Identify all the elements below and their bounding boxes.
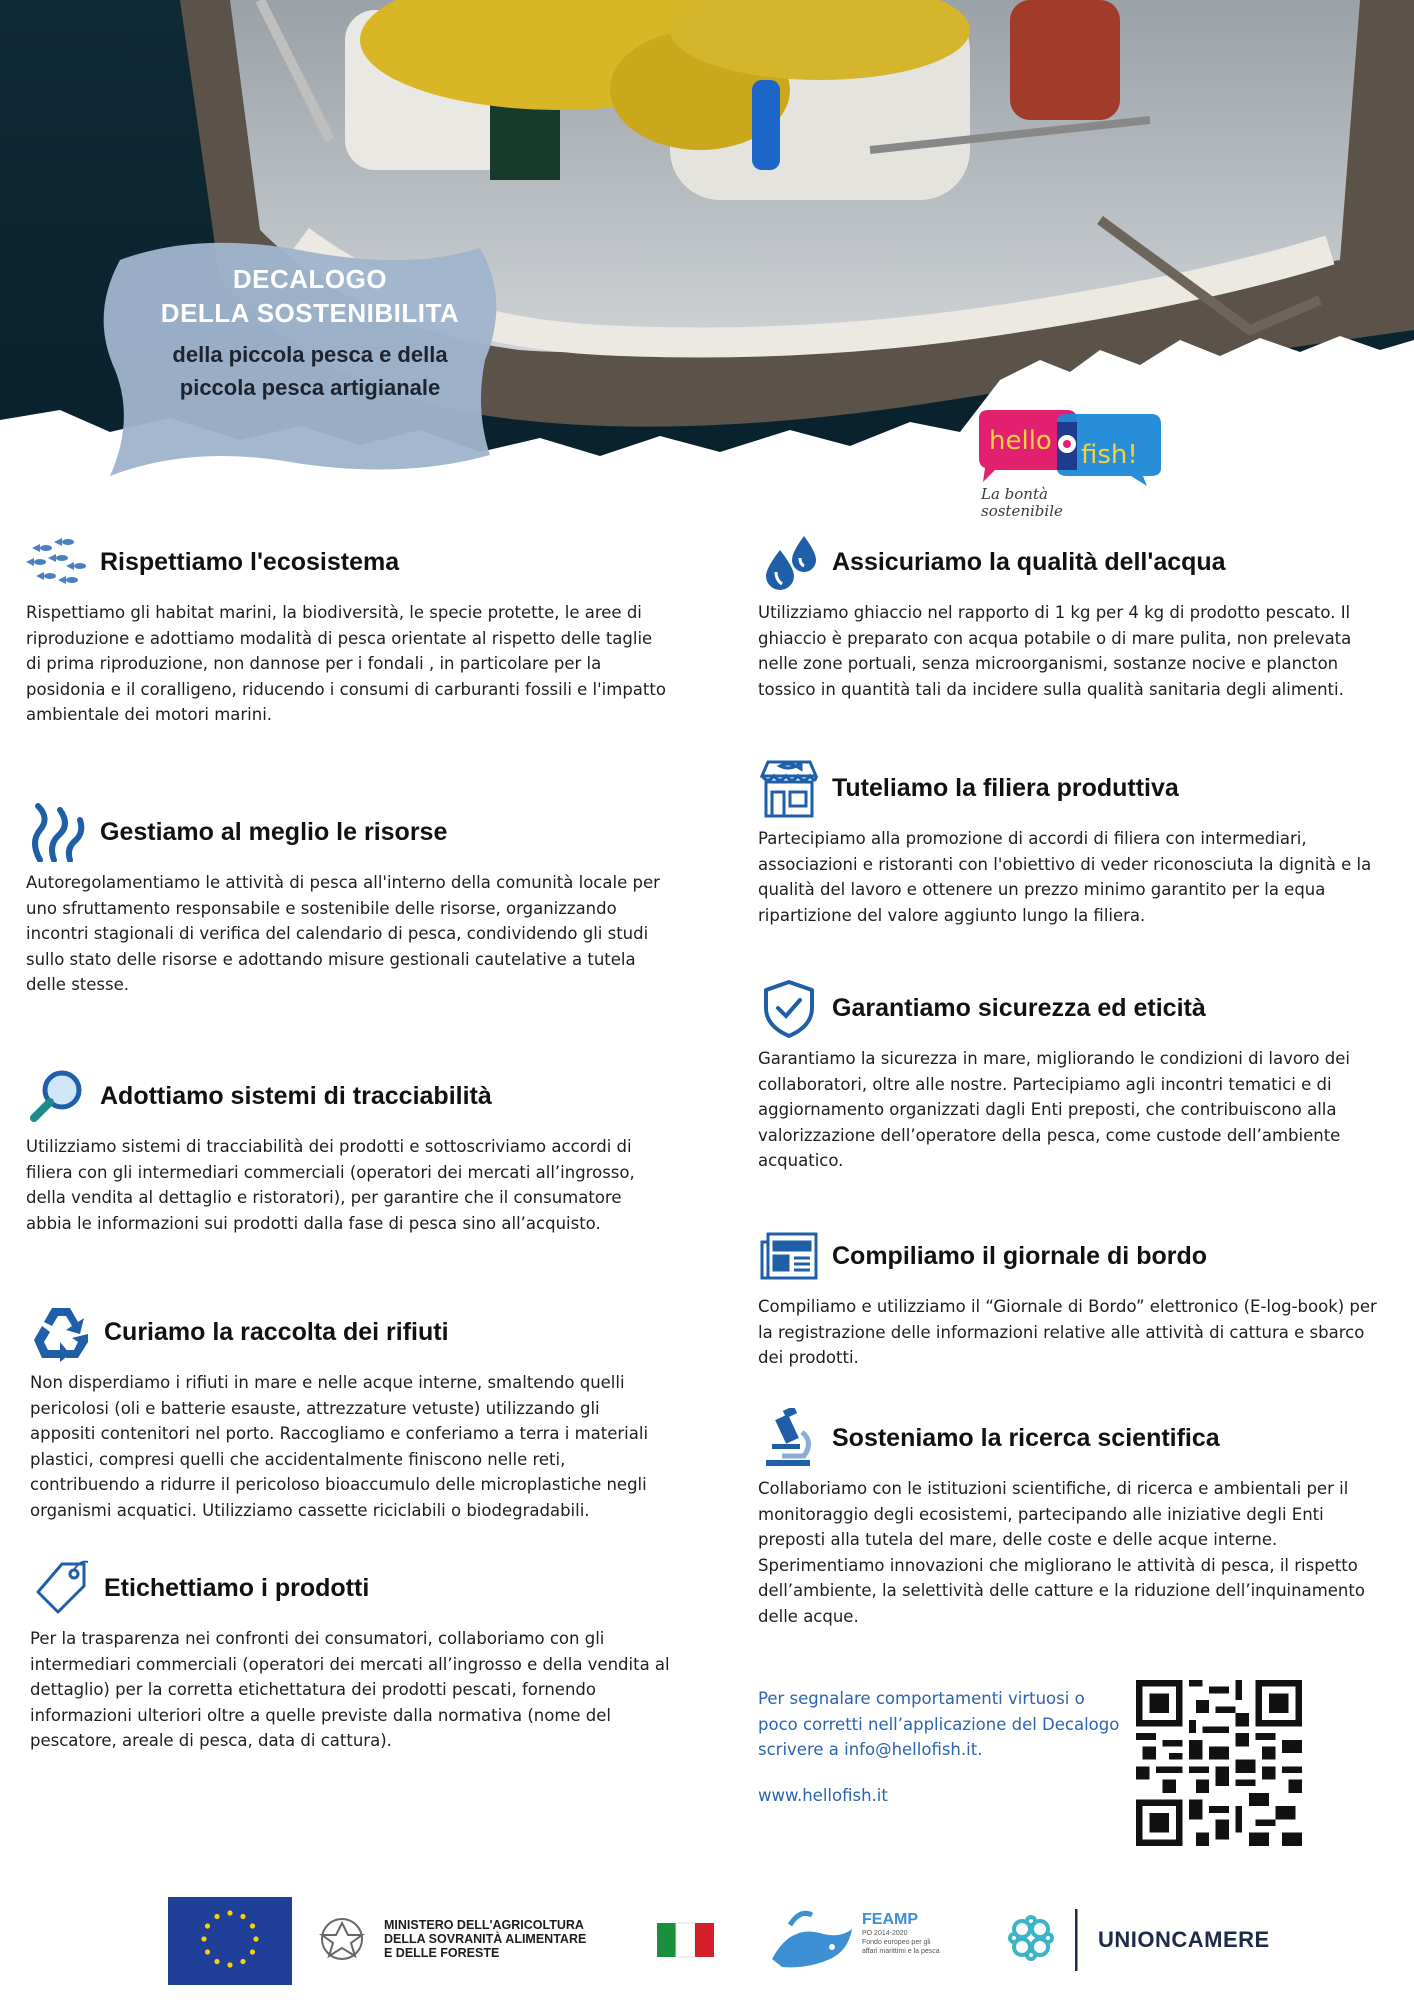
unioncamere-text: UNIONCAMERE [1098, 1927, 1270, 1952]
logo-tagline-line2: sostenibile [981, 502, 1063, 520]
section-text: Autoregolamentiamo le attività di pesca all'interno della comunità locale per uno sfruttamento responsabile e sostenibile delle risorse, organizzando incontri stagionali di verifica del calendario di pesca, condividendo gli studi sullo stato delle risorse e adottando misure gestionali cautelative a tutela delle stesse. [26, 873, 660, 994]
italian-emblem-icon [322, 1919, 362, 1959]
italian-flag-icon [657, 1923, 714, 1957]
magnifier-icon [26, 1066, 88, 1126]
section-text: Per la trasparenza nei confronti dei consumatori, collaboriamo con gli intermediari commerciali (operatori dei mercati all’ingrosso e della vendita al dettaglio) per la corretta etichettatura dei prodotti pescati, fornendo informazioni ulteriori oltre a quelle previste dalla normativa (nome del pescatore, areale di pesca, data di cattura). [30, 1629, 670, 1750]
section-title: Rispettiamo l'ecosistema [100, 547, 400, 576]
section-title: Assicuriamo la qualità dell'acqua [832, 547, 1226, 576]
section-title: Tuteliamo la filiera produttiva [832, 773, 1179, 802]
section-text: Utilizziamo sistemi di tracciabilità dei prodotti e sottoscriviamo accordi di filiera con gli intermediari commerciali (operatori dei mercati all’ingrosso, della vendita al dettaglio e ristoratori), per garantire che il consumatore abbia le informazioni sui prodotti dalla fase di pesca sino all’acquisto. [26, 1137, 635, 1233]
section-title: Etichettiamo i prodotti [104, 1573, 370, 1602]
page-title-line1: DECALOGO [232, 264, 388, 294]
section-text: Rispettiamo gli habitat marini, la biodiversità, le specie protette, le aree di riproduzione e adottiamo modalità di pesca orientate al rispetto delle taglie di prima riproduzione, non dannose per i fondali , in particolare per la posidonia e il coralligeno, riducendo i consumi di carburanti fossili e l'impatto ambientale dei motori marini. [26, 603, 666, 724]
contact-text: Per segnalare comportamenti virtuosi o poco corretti nell’applicazione del Decalogo scrivere a info@hellofish.it. [758, 1689, 1120, 1759]
feamp-line2: Fondo europeo per gli [862, 1939, 931, 1946]
section-filiera [758, 758, 1388, 928]
section-risorse [26, 802, 666, 998]
qr-code[interactable] [1136, 1680, 1302, 1846]
page-subtitle-line1: della piccola pesca e della [172, 342, 448, 367]
section-text: Collaboriamo con le istituzioni scientifiche, di ricerca e ambientali per il monitoraggio degli ecosistemi, partecipando alle iniziative degli Enti preposti alla tutela del mare, delle coste e delle acque interne. Sperimentiamo innovazioni che migliorano le attività di pesca, il rispetto dell’ambiente, la selettività delle catture e la riduzione dell’inquinamento delle acque. [758, 1479, 1365, 1626]
feamp-title: FEAMP [862, 1911, 918, 1928]
feamp-line1: PO 2014-2020 [862, 1930, 908, 1937]
fish-shop-icon [758, 758, 820, 818]
section-text: Garantiamo la sicurezza in mare, migliorando le condizioni di lavoro dei collaboratori, oltre alle nostre. Partecipiamo agli incontri tematici e di aggiornamento organizzati dagli Enti preposti, che contribuiscono alla valorizzazione dell’operatore della pesca, come custode dell’ambiente acquatico. [758, 1049, 1350, 1170]
recycle-icon [30, 1302, 92, 1362]
section-etichette [30, 1558, 670, 1754]
seaweed-icon [26, 802, 88, 862]
section-title: Compiliamo il giornale di bordo [832, 1241, 1208, 1270]
section-text: Non disperdiamo i rifiuti in mare e nelle acque interne, smaltendo quelli pericolosi (oli e batterie esauste, attrezzature vetuste) utilizzando gli appositi contenitori nel porto. Raccogliamo e conferiamo a terra i materiali plastici, compresi quelli che accidentalmente finiscono nelle reti, contribuendo a ridurre il pericoloso bioaccumulo delle microplastiche negli organismi acquatici. Utilizziamo cassette riciclabili o biodegradabili. [30, 1373, 649, 1520]
section-ecosistema [26, 532, 666, 728]
logo-word-hello: hello [989, 426, 1052, 456]
title-block [110, 262, 510, 404]
eu-flag-icon [168, 1897, 292, 1985]
microscope-icon [758, 1408, 820, 1468]
section-title: Sosteniamo la ricerca scientifica [832, 1423, 1220, 1452]
section-title: Gestiamo al meglio le risorse [100, 817, 448, 846]
website-link[interactable]: www.hellofish.it [758, 1785, 888, 1805]
page-subtitle-line2: piccola pesca artigianale [179, 375, 441, 400]
section-ricerca [758, 1408, 1388, 1629]
section-text: Utilizziamo ghiaccio nel rapporto di 1 kg per 4 kg di prodotto pescato. Il ghiaccio è preparato con acqua potabile o di mare pulita, non prelevata nelle zone portuali, senza microorganismi, sostanze nocive e plancton tossico in quantità tali da incidere sulla qualità sanitaria degli alimenti. [758, 603, 1352, 699]
ministry-line2: DELLA SOVRANITÀ ALIMENTARE [384, 1932, 587, 1946]
shield-check-icon [758, 978, 820, 1038]
section-title: Garantiamo sicurezza ed eticità [832, 993, 1206, 1022]
section-title: Adottiamo sistemi di tracciabilità [100, 1081, 492, 1110]
water-drops-icon [758, 532, 820, 592]
feamp-logo-icon [772, 1913, 852, 1967]
label-tag-icon [30, 1558, 92, 1618]
page-title-line2: DELLA SOSTENIBILITA [160, 298, 460, 328]
ministry-line1: MINISTERO DELL'AGRICOLTURA [384, 1918, 584, 1932]
section-acqua [758, 532, 1388, 702]
section-text: Compiliamo e utilizziamo il “Giornale di Bordo” elettronico (E-log-book) per la registrazione delle informazioni relative alle attività di cattura e sbarco dei prodotti. [758, 1297, 1377, 1367]
feamp-line3: affari marittimi e la pesca [862, 1948, 940, 1955]
logo-tagline-line1: La bontà [981, 485, 1048, 503]
logo-word-fish: fish! [1081, 440, 1138, 470]
section-tracciabilita [26, 1066, 666, 1236]
section-text: Partecipiamo alla promozione di accordi di filiera con intermediari, associazioni e ristoranti con l'obiettivo di veder riconosciuta la dignità e la qualità del lavoro e ottenere un prezzo minimo garantito per la equa ripartizione del valore aggiunto lungo la filiera. [758, 829, 1372, 925]
section-sicurezza [758, 978, 1388, 1174]
feamp-text [862, 1911, 940, 1956]
newspaper-icon [758, 1226, 820, 1286]
section-title: Curiamo la raccolta dei rifiuti [104, 1317, 449, 1346]
contact-block [758, 1686, 1128, 1808]
section-rifiuti [30, 1302, 670, 1523]
ministry-line3: E DELLE FORESTE [384, 1946, 500, 1960]
fish-school-icon [26, 532, 88, 592]
ministry-text [384, 1918, 586, 1960]
section-giornale [758, 1226, 1388, 1371]
footer-logos [0, 1885, 1414, 2000]
logo-tagline [981, 486, 1063, 520]
hellofish-logo [975, 408, 1165, 528]
unioncamere-logo-icon [1010, 1917, 1052, 1959]
